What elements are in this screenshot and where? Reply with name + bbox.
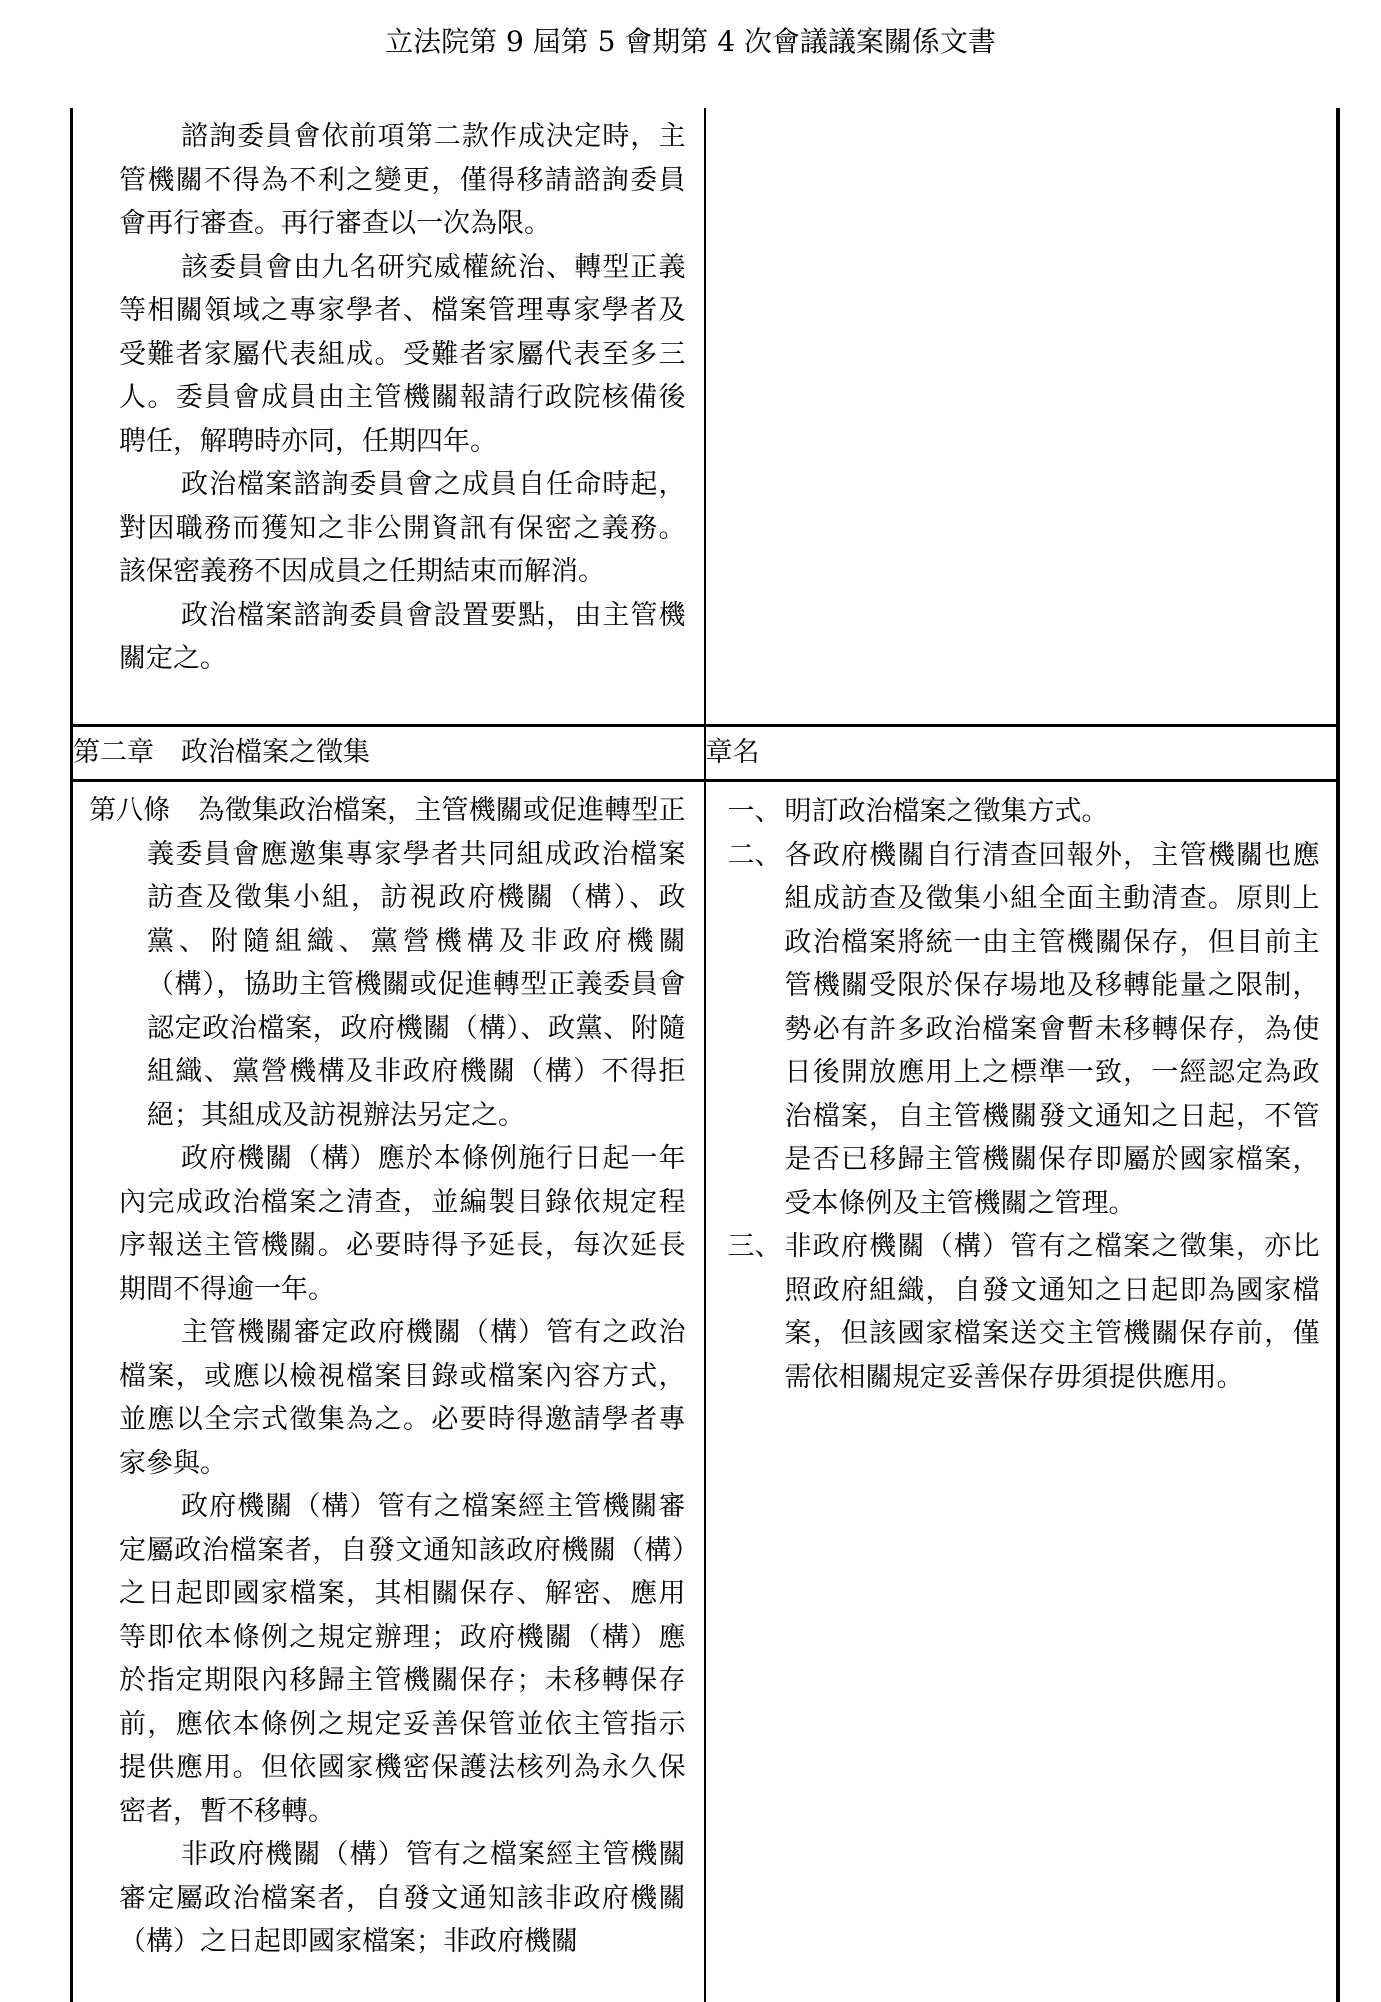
article8-row [72,781,1338,2002]
provision-paragraph: 政府機關（構）管有之檔案經主管機關審定屬政治檔案者，自發文通知該政府機關（構）之日起即國家檔案，其相關保存、解密、應用等即依本條例之規定辦理；政府機關（構）應於指定期限內移歸主管機關保存；未移轉保存前，應依本條例之規定妥善保管並依主管指示提供應用。但依國家機密保護法核列為永久保密者，暫不移轉。 [119,1485,686,1833]
item-text: 各政府機關自行清查回報外，主管機關也應組成訪查及徵集小組全面主動清查。原則上政治檔案將統一由主管機關保存，但目前主管機關受限於保存場地及移轉能量之限制，勢必有許多政治檔案會暫未移轉保存，為使日後開放應用上之標準一致，一經認定為政治檔案，自主管機關發文通知之日起，不管是否已移歸主管機關保存即屬於國家檔案，受本條例及主管機關之管理。 [785,834,1320,1226]
chapter-note: 章名 [705,726,1338,781]
item-text: 非政府機關（構）管有之檔案之徵集，亦比照政府組織，自發文通知之日起即為國家檔案，但該國家檔案送交主管機關保存前，僅需依相關規定妥善保存毋須提供應用。 [785,1225,1320,1399]
provision-paragraph: 諮詢委員會依前項第二款作成決定時，主管機關不得為不利之變更，僅得移請諮詢委員會再行審查。再行審查以一次為限。 [119,115,686,246]
item-number: 二、 [728,834,785,1226]
article8-right-cell [705,781,1338,2002]
explanation-item [728,834,1320,1226]
section1-left-cell [72,108,705,726]
provision-paragraph: 主管機關審定政府機關（構）管有之政治檔案，或應以檢視檔案目錄或檔案內容方式，並應以全宗式徵集為之。必要時得邀請學者專家參與。 [119,1311,686,1485]
section1-row [72,108,1338,726]
chapter-title: 第二章 政治檔案之徵集 [72,726,705,781]
bill-comparison-table [70,108,1340,2002]
provision-paragraph: 政治檔案諮詢委員會之成員自任命時起，對因職務而獲知之非公開資訊有保密之義務。該保密義務不因成員之任期結束而解消。 [119,463,686,594]
section1-right-cell [705,108,1338,726]
item-number: 一、 [728,790,785,834]
provision-paragraph: 政府機關（構）應於本條例施行日起一年內完成政治檔案之清查，並編製目錄依規定程序報送主管機關。必要時得予延長，每次延長期間不得逾一年。 [119,1137,686,1311]
provision-paragraph: 非政府機關（構）管有之檔案經主管機關審定屬政治檔案者，自發文通知該非政府機關（構）之日起即國家檔案；非政府機關 [119,1833,686,1964]
provision-paragraph: 該委員會由九名研究威權統治、轉型正義等相關領域之專家學者、檔案管理專家學者及受難者家屬代表組成。受難者家屬代表至多三人。委員會成員由主管機關報請行政院核備後聘任，解聘時亦同，任期四年。 [119,246,686,464]
chapter-row [72,726,1338,781]
article8-left-cell [72,781,705,2002]
explanation-item [728,1225,1320,1399]
item-text: 明訂政治檔案之徵集方式。 [785,790,1320,834]
item-number: 三、 [728,1225,785,1399]
document-header: 立法院第 9 屆第 5 會期第 4 次會議議案關係文書 [0,22,1381,62]
provision-paragraph: 政治檔案諮詢委員會設置要點，由主管機關定之。 [119,594,686,681]
explanation-item [728,790,1320,834]
article8-heading-paragraph: 第八條 為徵集政治檔案，主管機關或促進轉型正義委員會應邀集專家學者共同組成政治檔案訪查及徵集小組，訪視政府機關（構）、政黨、附隨組織、黨營機構及非政府機關（構），協助主管機關或促進轉型正義委員會認定政治檔案，政府機關（構）、政黨、附隨組織、黨營機構及非政府機關（構）不得拒絕；其組成及訪視辦法另定之。 [89,789,686,1137]
